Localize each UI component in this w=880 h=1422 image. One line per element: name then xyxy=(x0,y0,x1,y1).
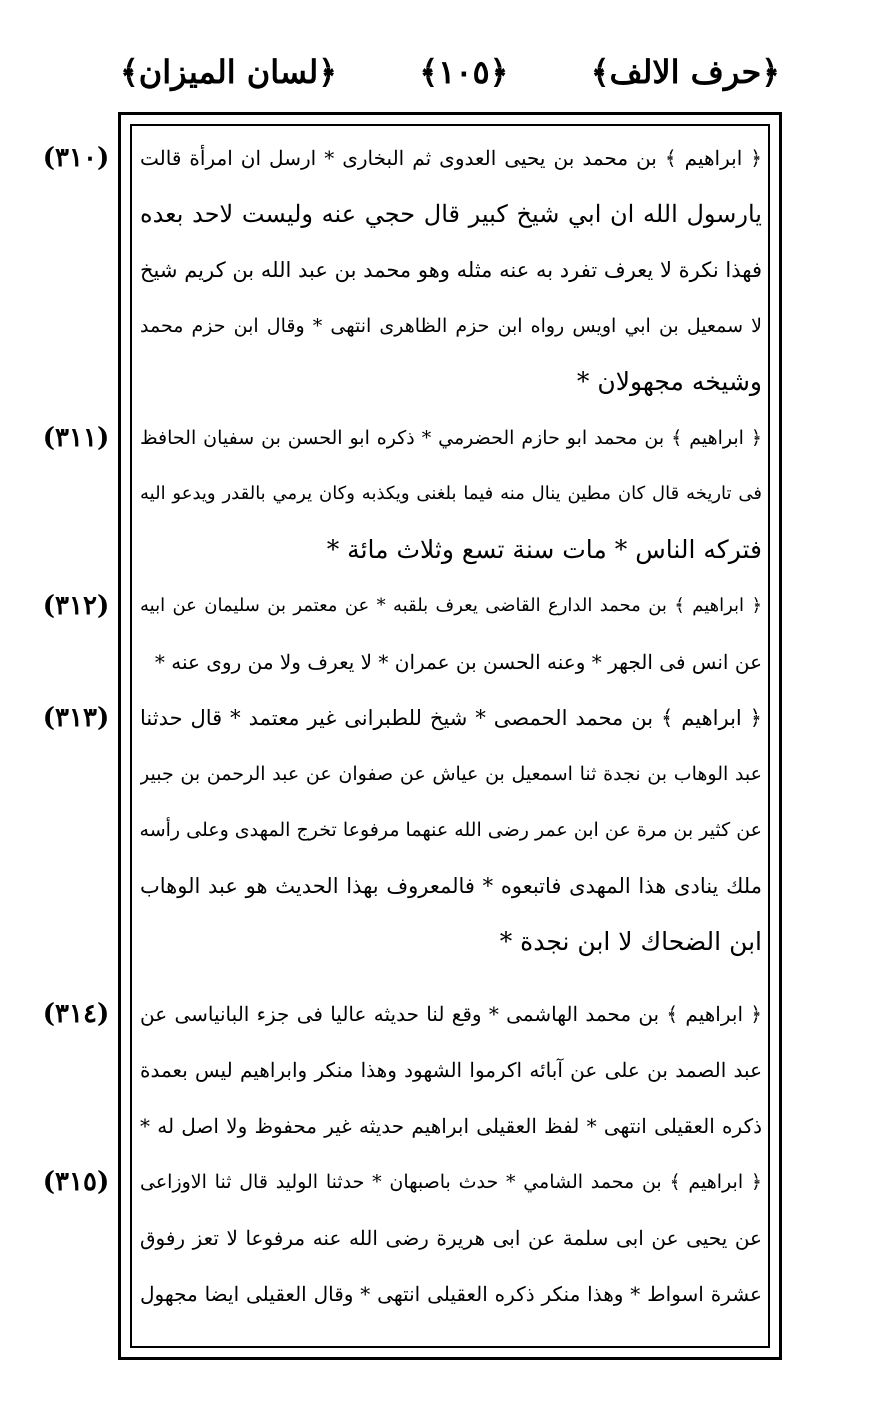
book-title: ﴿لسان الميزان﴾ xyxy=(120,53,338,91)
entry-313-line-1: ﴿ ابراهيم ﴾ بن محمد الحمصى * شيخ للطبرانى غير معتمد * قال حدثنا xyxy=(140,706,762,730)
entry-313-line-3: عن كثير بن مرة عن ابن عمر رضى الله عنهما مرفوعا تخرج المهدى وعلى رأسه xyxy=(140,819,762,841)
entry-number-310: (٣١٠) xyxy=(42,143,110,173)
entry-310-line-3: فهذا نكرة لا يعرف تفرد به عنه مثله وهو محمد بن عبد الله بن كريم شيخ xyxy=(140,258,762,282)
entry-310-line-1: ﴿ ابراهيم ﴾ بن محمد بن يحيى العدوى ثم البخارى * ارسل ان امرأة قالت xyxy=(140,146,762,170)
entry-310-line-2: يارسول الله ان ابي شيخ كبير قال حجي عنه وليست لاحد بعده xyxy=(140,200,762,228)
entry-314-line-2: عبد الصمد بن على عن آبائه اكرموا الشهود وهذا منكر وابراهيم ليس بعمدة xyxy=(140,1058,762,1082)
page-header xyxy=(120,40,780,104)
entry-311-line-2: فى تاريخه قال كان مطين ينال منه فيما بلغنى ويكذبه وكان يرمي بالقدر ويدعو اليه xyxy=(140,483,762,504)
entry-312-line-2: عن انس فى الجهر * وعنه الحسن بن عمران * لا يعرف ولا من روى عنه * xyxy=(154,650,762,674)
entry-313-line-2: عبد الوهاب بن نجدة ثنا اسمعيل بن عياش عن صفوان عن عبد الرحمن بن جبير xyxy=(140,763,762,785)
entry-310-line-4: لا سمعيل بن ابي اويس رواه ابن حزم الظاهرى انتهى * وقال ابن حزم محمد xyxy=(140,315,762,337)
entry-315-line-1: ﴿ ابراهيم ﴾ بن محمد الشامي * حدث باصبهان * حدثنا الوليد قال ثنا الاوزاعى xyxy=(140,1171,762,1193)
entry-313-line-5: ابن الضحاك لا ابن نجدة * xyxy=(499,927,762,956)
entry-315-line-3: عشرة اسواط * وهذا منكر ذكره العقيلى انتهى * وقال العقيلى ايضا مجهول xyxy=(140,1282,762,1306)
entry-number-313: (٣١٣) xyxy=(42,703,110,733)
entry-314-line-1: ﴿ ابراهيم ﴾ بن محمد الهاشمى * وقع لنا حديثه عاليا فى جزء البانياسى عن xyxy=(140,1002,762,1026)
chapter-heading: ﴿حرف الالف﴾ xyxy=(590,53,780,91)
entry-315-line-2: عن يحيى عن ابى سلمة عن ابى هريرة رضى الله عنه مرفوعا لا تعز رفوق xyxy=(140,1226,762,1250)
entry-313-line-4: ملك ينادى هذا المهدى فاتبعوه * فالمعروف بهذا الحديث هو عبد الوهاب xyxy=(140,874,762,898)
page-body xyxy=(140,130,762,1344)
entry-number-314: (٣١٤) xyxy=(42,999,110,1029)
entry-311-line-3: فتركه الناس * مات سنة تسع وثلاث مائة * xyxy=(326,535,762,564)
entry-314-line-3: ذكره العقيلى انتهى * لفظ العقيلى ابراهيم حديثه غير محفوظ ولا اصل له * xyxy=(140,1114,762,1138)
entry-number-312: (٣١٢) xyxy=(42,591,110,621)
page-number: ﴿١٠٥﴾ xyxy=(419,53,509,91)
entry-number-311: (٣١١) xyxy=(42,423,110,453)
entry-311-line-1: ﴿ ابراهيم ﴾ بن محمد ابو حازم الحضرمي * ذكره ابو الحسن بن سفيان الحافظ xyxy=(140,427,762,449)
entry-310-line-5: وشيخه مجهولان * xyxy=(576,367,762,396)
entry-number-315: (٣١٥) xyxy=(42,1167,110,1197)
entry-312-line-1: ﴿ ابراهيم ﴾ بن محمد الدارع القاضى يعرف بلقبه * عن معتمر بن سليمان عن ابيه xyxy=(140,595,762,616)
